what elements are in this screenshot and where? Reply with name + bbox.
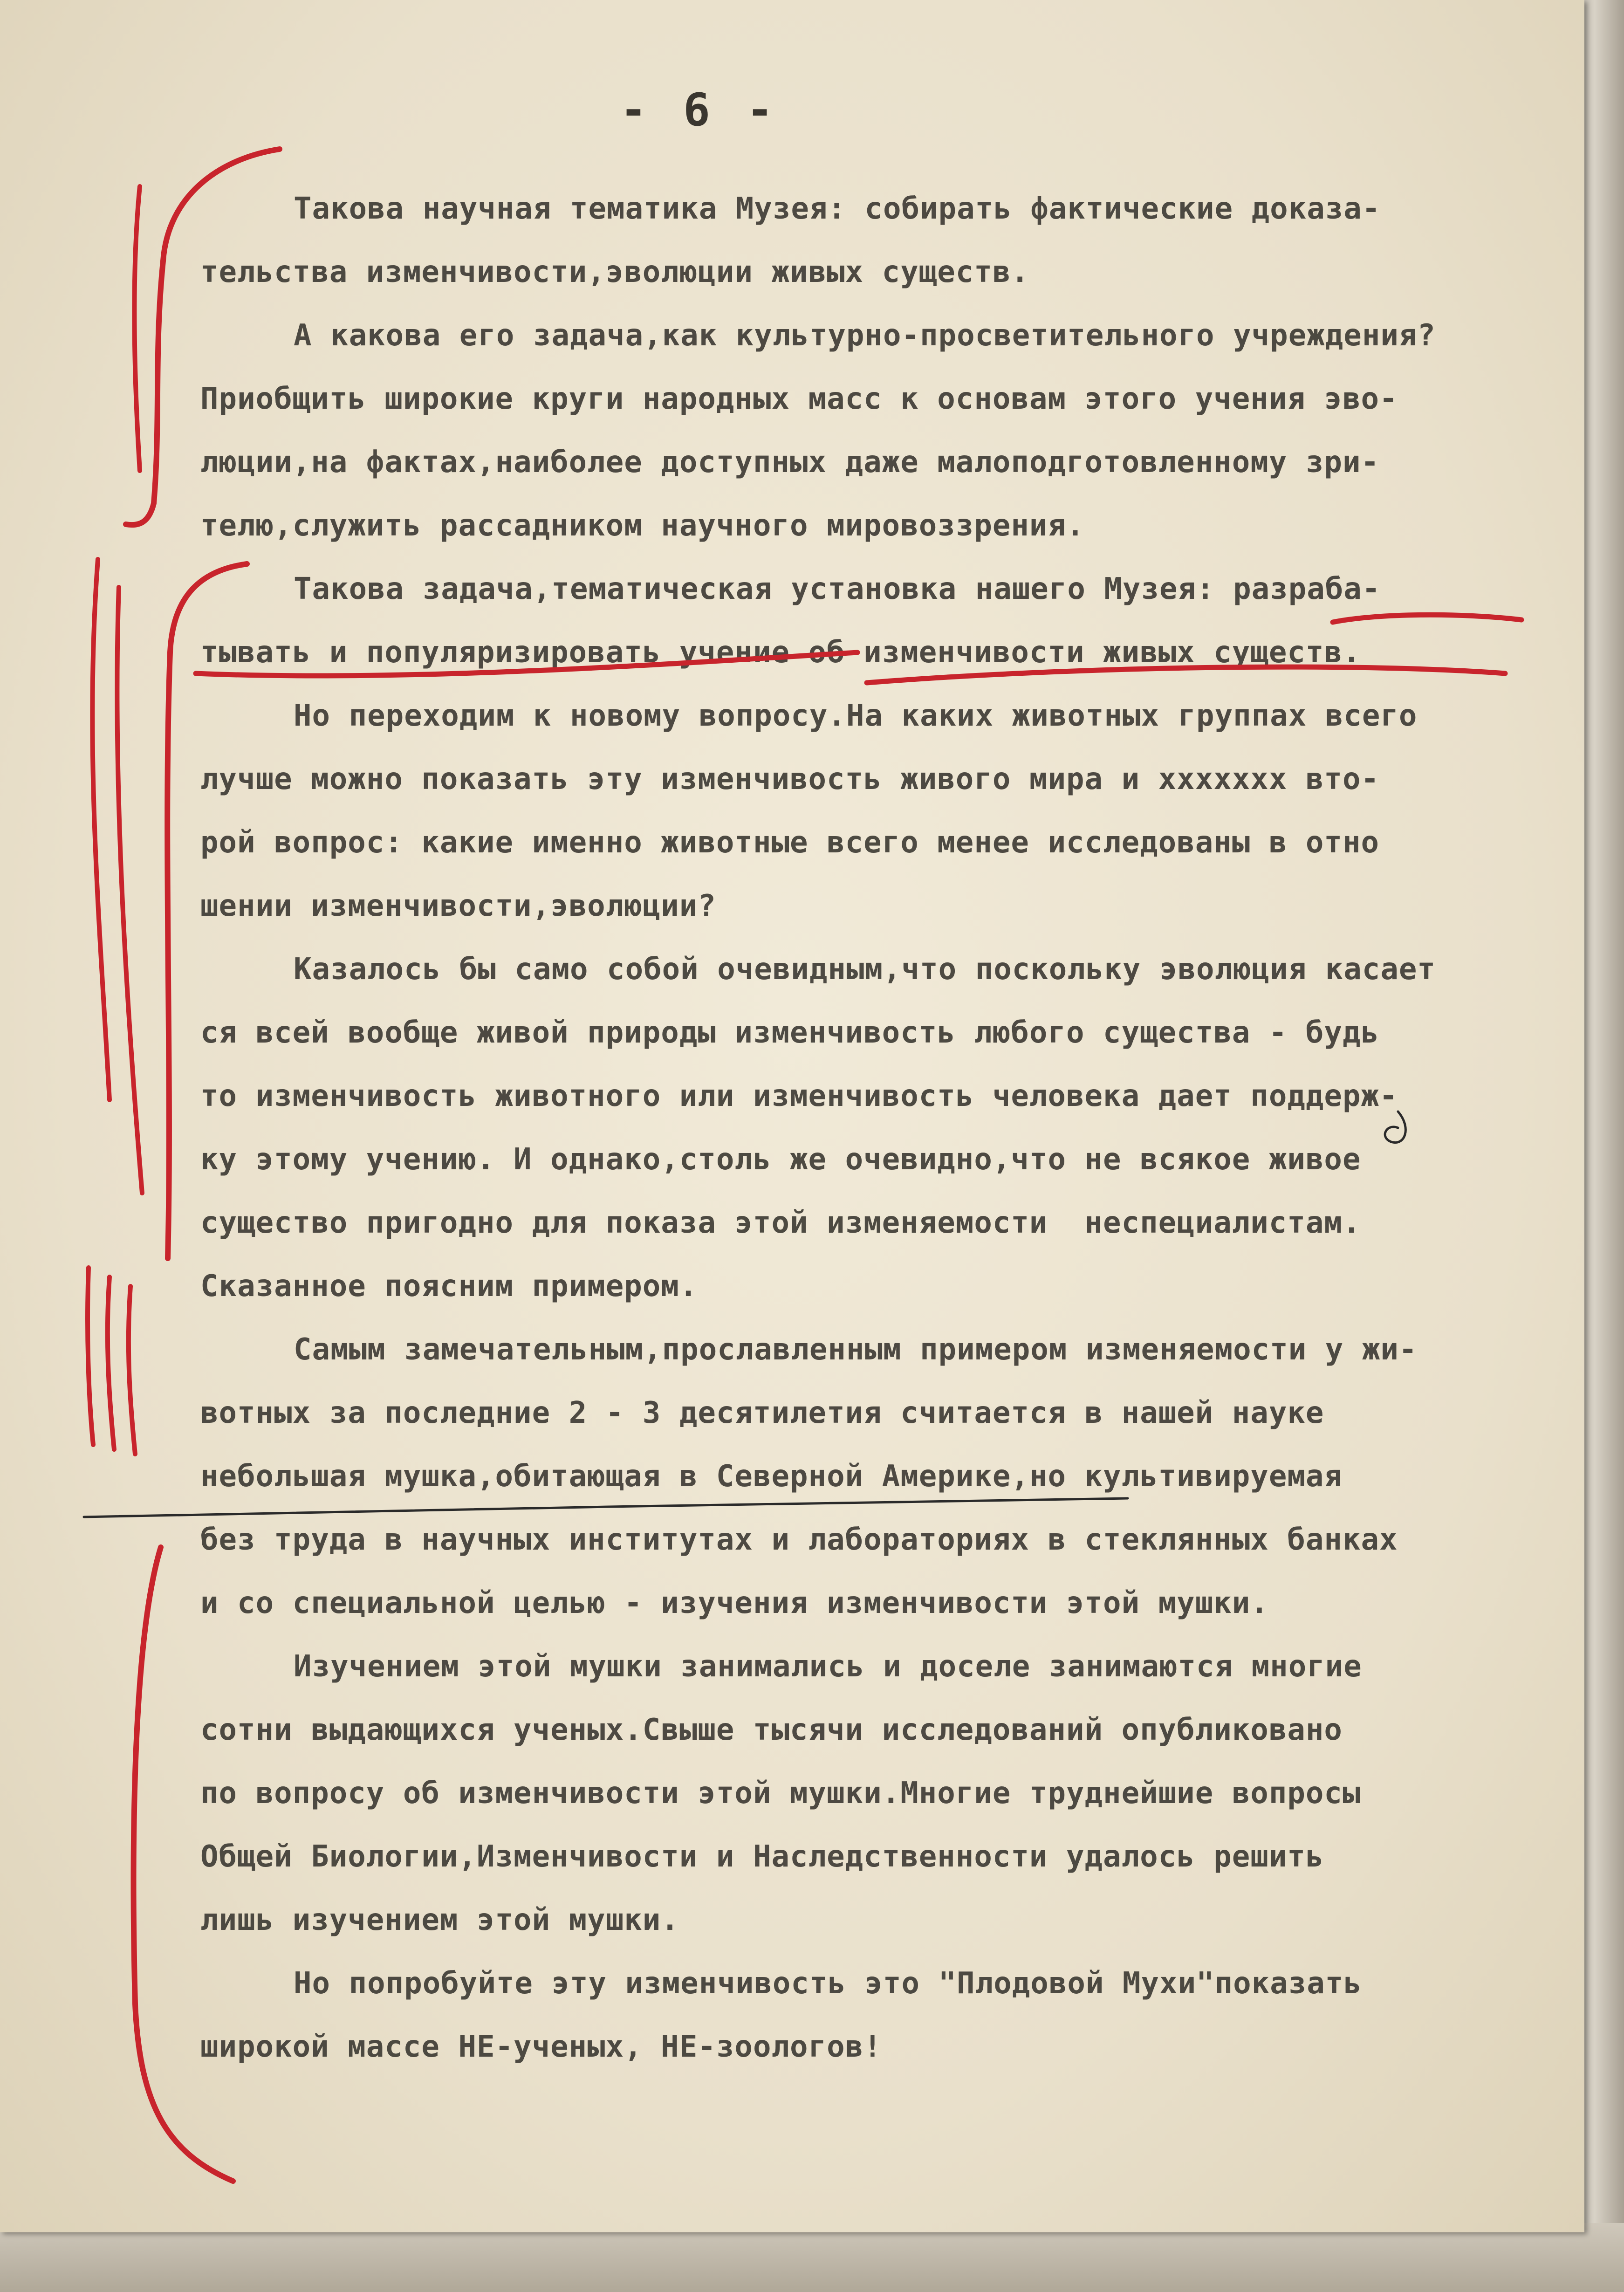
text-line: Такова задача,тематическая установка нашего Музея: разраба-: [294, 572, 1381, 606]
text-line: Но попробуйте эту изменчивость это "Плодовой Мухи"показать: [294, 1966, 1362, 2001]
text-line: Такова научная тематика Музея: собирать фактические доказа-: [294, 192, 1381, 226]
text-line: телю,служить рассадником научного мировоззрения.: [200, 508, 1085, 543]
text-line: и со специальной целью - изучения изменчивости этой мушки.: [200, 1586, 1269, 1620]
text-line: вотных за последние 2 - 3 десятилетия считается в нашей науке: [200, 1396, 1324, 1430]
text-line: лучше можно показать эту изменчивость живого мира и xxxxxxx вто-: [200, 762, 1379, 796]
text-line: тывать и популяризировать учение об изменчивости живых существ.: [200, 635, 1361, 670]
red-margin-stroke: [134, 186, 140, 471]
text-line: Но переходим к новому вопросу.На каких животных группах всего: [294, 699, 1418, 733]
text-line: лишь изучением этой мушки.: [200, 1903, 679, 1937]
text-line: Общей Биологии,Изменчивости и Наследственности удалось решить: [200, 1839, 1324, 1874]
red-margin-stroke: [88, 1268, 93, 1445]
text-line: тельства изменчивости,эволюции живых существ.: [200, 255, 1029, 289]
text-line: Казалось бы само собой очевидным,что поскольку эволюция касает: [294, 952, 1436, 987]
text-line: А какова его задача,как культурно-просветительного учреждения?: [294, 318, 1436, 353]
text-line: рой вопрос: какие именно животные всего менее исследованы в отно: [200, 825, 1379, 860]
text-line: существо пригодно для показа этой изменяемости неспециалистам.: [200, 1206, 1361, 1240]
text-line: сотни выдающихся ученых.Свыше тысячи исследований опубликовано: [200, 1713, 1343, 1747]
red-margin-stroke: [108, 1277, 114, 1449]
text-line: Самым замечательным,прославленным примером изменяемости у жи-: [294, 1332, 1418, 1367]
text-line: Изучением этой мушки занимались и доселе занимаются многие: [294, 1649, 1362, 1684]
text-line: небольшая мушка,обитающая в Северной Америке,но культивируемая: [200, 1459, 1343, 1494]
red-margin-stroke: [92, 559, 110, 1100]
red-margin-stroke: [117, 587, 142, 1193]
background-sheet: [0, 2223, 1624, 2292]
text-line: по вопросу об изменчивости этой мушки.Многие труднейшие вопросы: [200, 1776, 1361, 1811]
text-line: Сказанное поясним примером.: [200, 1269, 698, 1304]
text-line: широкой массе НЕ-ученых, НЕ-зоологов!: [200, 2030, 882, 2064]
text-line: без труда в научных институтах и лабораториях в стеклянных банках: [200, 1523, 1398, 1557]
text-line: ку этому учению. И однако,столь же очевидно,что не всякое живое: [200, 1142, 1361, 1177]
text-line: ся всей вообще живой природы изменчивость любого существа - будь: [200, 1016, 1379, 1050]
text-line: Приобщить широкие круги народных масс к основам этого учения эво-: [200, 382, 1398, 416]
text-line: шении изменчивости,эволюции?: [200, 889, 716, 923]
text-line: люции,на фактах,наиболее доступных даже малоподготовленному зри-: [200, 445, 1379, 480]
typed-text: [200, 177, 1561, 2079]
text-line: то изменчивость животного или изменчивость человека дает поддерж-: [200, 1079, 1398, 1113]
red-margin-stroke: [129, 1286, 135, 1454]
page-number: - 6 -: [620, 84, 778, 136]
